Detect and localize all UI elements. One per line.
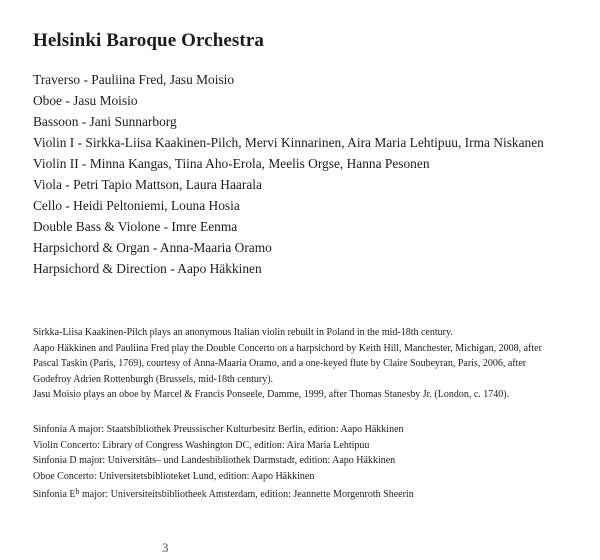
roster-item-harpsichord-organ: Harpsichord & Organ - Anna-Maaria Oramo [33, 240, 272, 255]
instrument-notes [33, 325, 553, 403]
page-number: 3 [162, 540, 169, 555]
roster-item-harpsichord-direction: Harpsichord & Direction - Aapo Häkkinen [33, 261, 262, 276]
roster-item-viola: Viola - Petri Tapio Mattson, Laura Haarala [33, 177, 262, 192]
source-item: Oboe Concerto: Universitetsbiblioteket Lund, edition: Aapo Häkkinen [33, 470, 315, 482]
flat-symbol: b [75, 487, 80, 496]
page-title: Helsinki Baroque Orchestra [33, 30, 264, 51]
instrument-note: Aapo Häkkinen and Pauliina Fred play the Double Concerto on a harpsichord by Keith Hill, Manchester, Michigan, 2008, after Pascal Taskin (Paris, 1769), courtesy of Anna-Maaria Oramo, and a one-keyed flute by Claire Soubeyran, Paris, 2006, after Godefroy Adrien Rottenburgh (Brussels, mid-18th century). [33, 342, 542, 385]
instrument-note: Jasu Moisio plays an oboe by Marcel & Francis Ponseele, Damme, 1999, after Thomas Stanesby Jr. (London, c. 1740). [33, 389, 510, 400]
source-text: major: Universiteitsbibliotheek Amsterdam, edition: Jeannette Morgenroth Sheerin [79, 489, 414, 500]
roster-item-oboe: Oboe - Jasu Moisio [33, 93, 138, 108]
source-item: Sinfonia D major: Universitäts– und Landesbibliothek Darmstadt, edition: Aapo Häkkinen [33, 455, 396, 466]
source-key-prefix: Sinfonia E [33, 489, 76, 500]
orchestra-roster [33, 69, 544, 279]
edition-sources [33, 422, 414, 500]
instrument-note: Sirkka-Liisa Kaakinen-Pilch plays an anonymous Italian violin rebuilt in Poland in the mid-18th century. [33, 327, 453, 338]
source-item: Sinfonia A major: Staatsbibliothek Preussischer Kulturbesitz Berlin, edition: Aapo Häkkinen [33, 424, 404, 435]
source-item [33, 484, 414, 500]
roster-item-traverso: Traverso - Pauliina Fred, Jasu Moisio [33, 72, 235, 87]
roster-item-bassoon: Bassoon - Jani Sunnarborg [33, 114, 177, 129]
roster-item-double-bass: Double Bass & Violone - Imre Eenma [33, 219, 238, 234]
source-item: Violin Concerto: Library of Congress Washington DC, edition: Aira Maria Lehtipuu [33, 439, 370, 451]
roster-item-violin-2: Violin II - Minna Kangas, Tiina Aho-Erola, Meelis Orgse, Hanna Pesonen [33, 156, 430, 171]
roster-item-cello: Cello - Heidi Peltoniemi, Louna Hosia [33, 198, 240, 213]
roster-item-violin-1: Violin I - Sirkka-Liisa Kaakinen-Pilch, Mervi Kinnarinen, Aira Maria Lehtipuu, Irma Niskanen [33, 135, 544, 150]
